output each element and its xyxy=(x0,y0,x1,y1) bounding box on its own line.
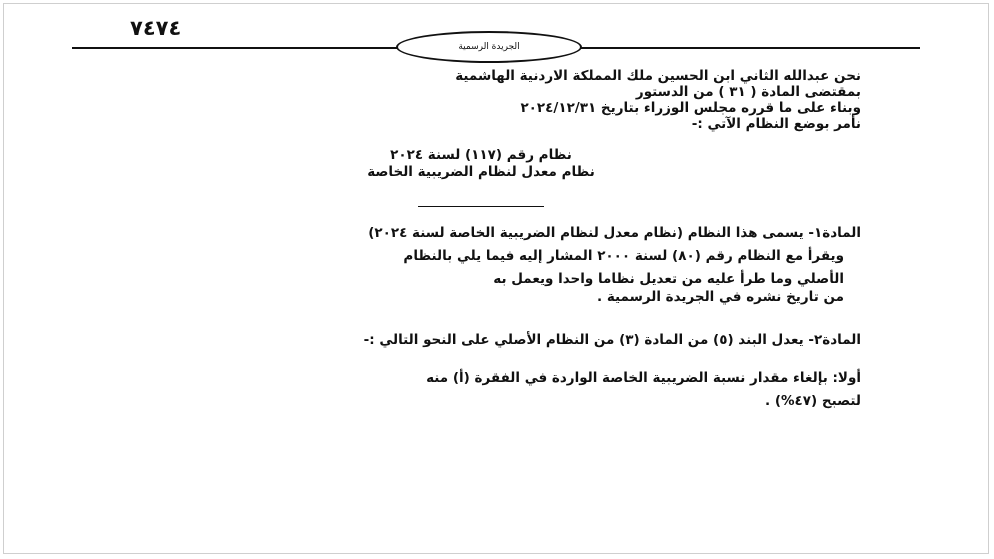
gazette-header-oval xyxy=(396,31,582,63)
preamble-line-1: نحن عبدالله الثاني ابن الحسين ملك المملكة الاردنية الهاشمية xyxy=(455,68,861,84)
clause-first-line-2: لتصبح (٤٧%) . xyxy=(764,393,861,409)
article-1-line-4: من تاريخ نشره في الجريدة الرسمية . xyxy=(597,289,844,305)
preamble-line-2: بمقتضى المادة ( ٣١ ) من الدستور xyxy=(635,84,861,100)
preamble-line-3: وبناء على ما قرره مجلس الوزراء بتاريخ ٢٠٢٤/١٢/٣١ xyxy=(520,100,861,116)
article-2-line: المادة٢- يعدل البند (٥) من المادة (٣) من النظام الأصلي على النحو التالي :- xyxy=(363,332,861,348)
article-1-line-2: ويقرأ مع النظام رقم (٨٠) لسنة ٢٠٠٠ المشار إليه فيما يلي بالنظام xyxy=(403,248,844,264)
preamble-line-4: نأمر بوضع النظام الآتي :- xyxy=(691,116,861,132)
article-1-line-3: الأصلي وما طرأ عليه من تعديل نظاما واحدا ويعمل به xyxy=(493,271,844,287)
gazette-name: الجريدة الرسمية xyxy=(458,42,520,52)
title-underline xyxy=(418,206,544,207)
regulation-title: نظام معدل لنظام الضريبية الخاصة xyxy=(367,164,595,180)
page-number: ٧٤٧٤ xyxy=(130,16,182,40)
clause-first-line-1: أولا: بإلغاء مقدار نسبة الضريبية الخاصة الواردة في الفقرة (أ) منه xyxy=(426,370,861,386)
regulation-number: نظام رقم (١١٧) لسنة ٢٠٢٤ xyxy=(390,147,572,163)
article-1-line-1: المادة١- يسمى هذا النظام (نظام معدل لنظام الضريبية الخاصة لسنة ٢٠٢٤) xyxy=(368,225,861,241)
